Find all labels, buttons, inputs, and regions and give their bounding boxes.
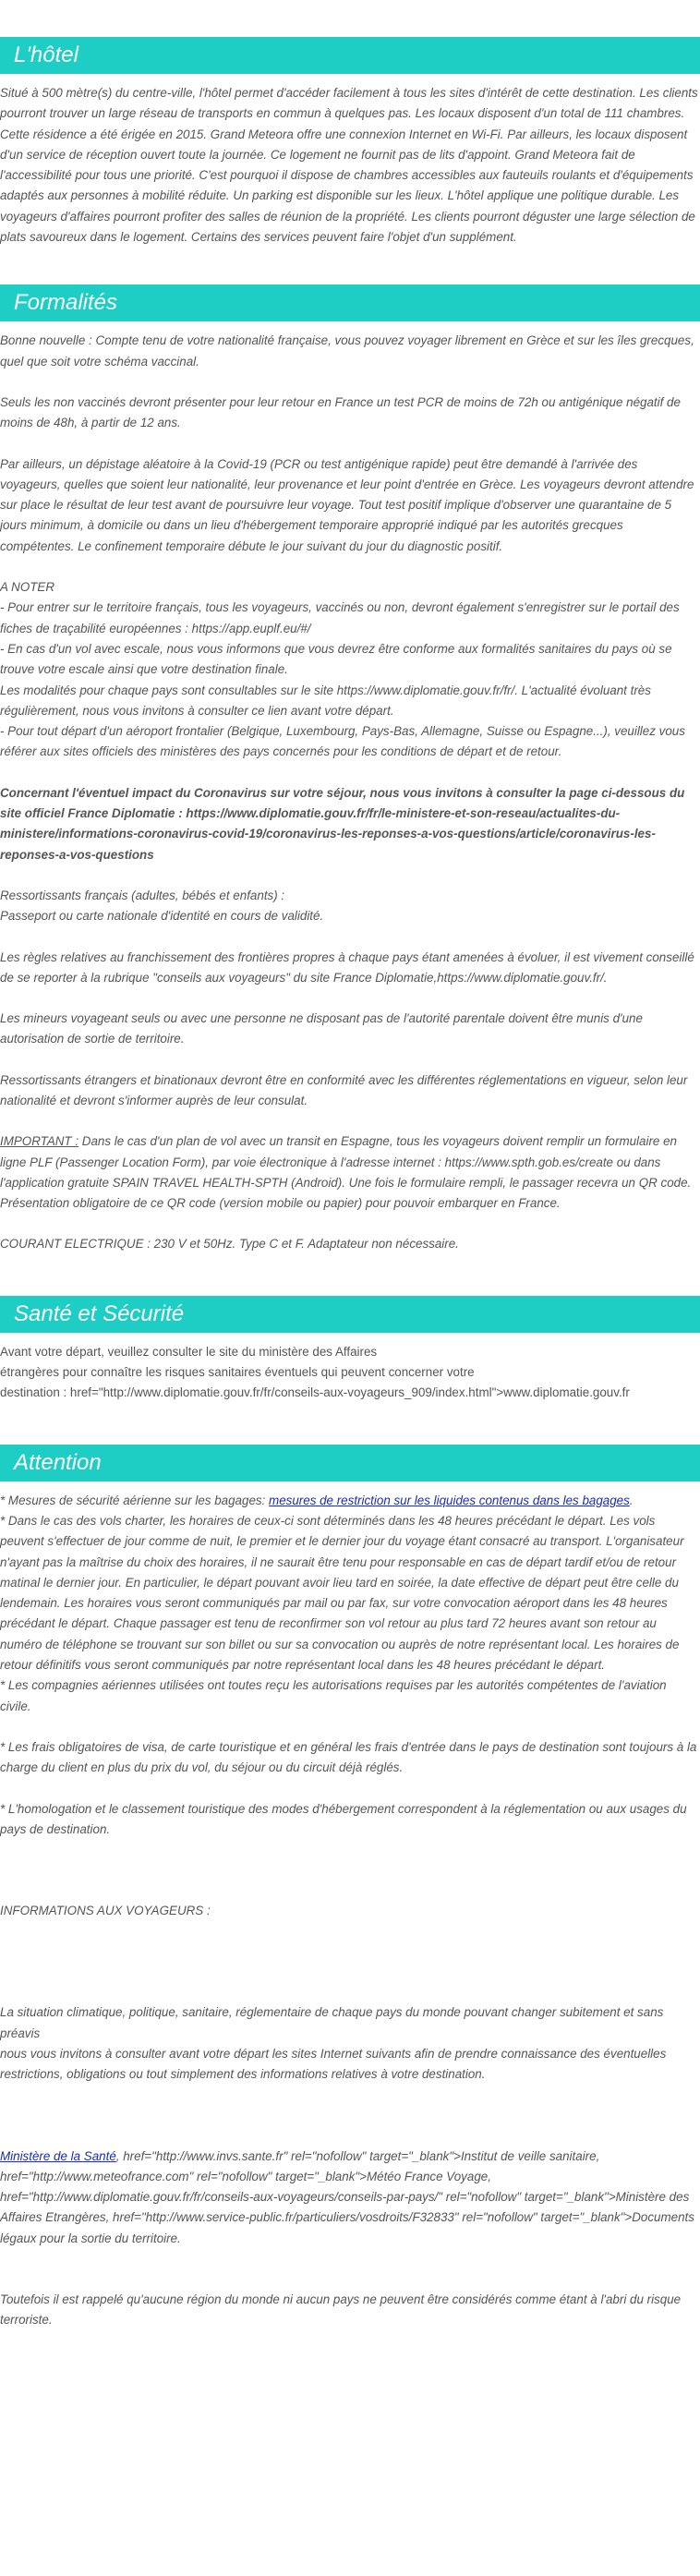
section-header-hotel bbox=[0, 37, 700, 74]
regles-frontieres: Les règles relatives au franchissement des frontières propres à chaque pays étant amenées à évoluer, il est vivement conseillé de se reporter à la rubrique "conseils aux voyageurs" du site France Diplomatie,https://www.diplomatie.gouv.fr/. bbox=[0, 949, 694, 985]
coronavirus-notice: Concernant l'éventuel impact du Coronavirus sur votre séjour, nous vous invitons à consulter la page ci-dessous du site officiel France Diplomatie : https://www.diplomatie.gouv.fr/fr/le-ministere-et-son-reseau/actualites-du-ministere/informations-coronavirus-covid-19/coronavirus-les-reponses-a-vos-questions/article/coronavirus-les-reponses-a-vos-questions bbox=[0, 785, 685, 862]
note-item-1: - Pour entrer sur le territoire français, tous les voyageurs, vaccinés ou non, devront également s'enregistrer sur le portail des fiches de traçabilité européennes : https://app.euplf.eu/#/ bbox=[0, 600, 680, 635]
sante-line-2: étrangères pour connaître les risques sanitaires éventuels qui peuvent concerner votre bbox=[0, 1365, 475, 1380]
ministere-sante-link[interactable]: Ministère de la Santé bbox=[0, 2148, 116, 2163]
formalites-paragraph-1: Bonne nouvelle : Compte tenu de votre nationalité française, vous pouvez voyager librement en Grèce et sur les îles grecques, quel que soit votre schéma vaccinal. bbox=[0, 333, 694, 369]
courant-electrique: COURANT ELECTRIQUE : 230 V et 50Hz. Type C et F. Adaptateur non nécessaire. bbox=[0, 1237, 459, 1252]
mesures-prefix: * Mesures de sécurité aérienne sur les bagages: bbox=[0, 1493, 270, 1507]
vols-charter: * Dans le cas des vols charter, les horaires de ceux-ci sont déterminés dans les 48 heures précédant le départ. Les vols peuvent s'effectuer de jour comme de nuit, le premier et le dernier jour du voyage étant consacré au transport. L'organisateur n'ayant pas la maîtrise du choix des horaires, il ne saurait être tenu pour responsable en cas de départ tardif et/ou de retour matinal le dernier jour. En particulier, le départ pouvant avoir lieu tard en soirée, la date effective de départ peut être celle du lendemain. Les horaires vous seront communiqués par mail ou par fax, sur votre convocation aéroport dans les 48 heures précédant le départ. Chaque passager est tenu de reconfirmer son vol retour au plus tard 72 heures avant son retour au numéro de téléphone se trouvant sur son billet ou sur sa convocation ou auprès de notre représentant local. Les horaires de retour définitifs vous seront communiqués par notre représentant local dans les 48 heures précédant le départ. bbox=[0, 1513, 684, 1673]
mesures-suffix: . bbox=[629, 1493, 634, 1507]
informations-voyageurs-title: INFORMATIONS AUX VOYAGEURS : bbox=[0, 1904, 211, 1918]
etrangers-notice: Ressortissants étrangers et binationaux devront être en conformité avec les différentes réglementations en vigueur, selon leur nationalité et devront s'informer auprès de leur consulat. bbox=[0, 1072, 688, 1107]
mineurs-notice: Les mineurs voyageant seuls ou avec une personne ne disposant pas de l'autorité parentale doivent être munis d'une autorisation de sortie de territoire. bbox=[0, 1011, 643, 1046]
section-body-formalites bbox=[0, 321, 700, 1254]
note-item-4: - Pour tout départ d'un aéroport frontalier (Belgique, Luxembourg, Pays-Bas, Allemagne, Suisse ou Espagne...), veuillez vous référer aux sites officiels des ministères des pays concernés pour les conditions de départ et de retour. bbox=[0, 724, 685, 759]
section-title-attention: Attention bbox=[14, 1449, 102, 1475]
important-text: Dans le cas d'un plan de vol avec un transit en Espagne, tous les voyageurs doivent remplir un formulaire en ligne PLF (Passenger Location Form), par voie électronique à l'adresse internet : https://www.spth.gob.es/create ou dans l'application gratuite SPAIN TRAVEL HEALTH-SPTH (Android). Une fois le formulaire rempli, le passager recevra un QR code. Présentation obligatoire de ce QR code (version mobile ou papier) pour pouvoir embarquer en France. bbox=[0, 1134, 692, 1211]
hotel-description: Situé à 500 mètre(s) du centre-ville, l'hôtel permet d'accéder facilement à tous les sites d'intérêt de cette destination. Les clients pourront trouver un large réseau de transports en commun à quelques pas. Les locaux disposent d'un total de 111 chambres. Cette résidence a été érigée en 2015. Grand Meteora offre une connexion Internet en Wi-Fi. Par ailleurs, les locaux disposent d'un service de réception ouvert toute la journée. Ce logement ne fournit pas de lits d'appoint. Grand Meteora fait de l'accessibilité pour tous une priorité. C'est pourquoi il dispose de chambres accessibles aux fauteuils roulants et d'équipements adaptés aux personnes à mobilité réduite. Un parking est disponible sur les lieux. L'hôtel applique une politique durable. Les voyageurs d'affaires pourront profiter des salles de réunion de la propriété. Les clients pourront déguster une large sélection de plats savoureux dans le logement. Certains des services peuvent faire l'objet d'un supplément. bbox=[0, 86, 698, 245]
section-title-hotel: L'hôtel bbox=[14, 42, 78, 67]
situation-line-1: La situation climatique, politique, sanitaire, réglementaire de chaque pays du monde pouvant changer subitement et sans préavis bbox=[0, 2005, 664, 2040]
spacer bbox=[0, 1404, 700, 1445]
section-body-sante bbox=[0, 1333, 700, 1404]
formalites-paragraph-3: Par ailleurs, un dépistage aléatoire à la Covid-19 (PCR ou test antigénique rapide) peut être demandé à l'arrivée des voyageurs, quelles que soient leur nationalité, leur provenance et leur point d'entrée en Grèce. Les voyageurs devront attendre sur place le résultat de leur test avant de poursuivre leur voyage. Tout test positif implique d'observer une quarantaine de 5 jours minimum, à domicile ou dans un lieu d'hébergement temporaire approprié indiqué par les autorités grecques compétentes. Le confinement temporaire débute le jour suivant du jour du diagnostic positif. bbox=[0, 456, 694, 553]
spacer bbox=[0, 248, 700, 284]
mesures-securite bbox=[0, 1491, 700, 1511]
ressortissants-documents: Passeport ou carte nationale d'identité en cours de validité. bbox=[0, 909, 324, 924]
section-title-sante: Santé et Sécurité bbox=[14, 1300, 185, 1326]
section-attention bbox=[0, 1445, 700, 2331]
sites-references-text: , href="http://www.invs.sante.fr" rel="nofollow" target="_blank">Institut de veille sanitaire, href="http://www.meteofrance.com" rel="nofollow" target="_blank">Météo France Voyage, href="http://www.diplomatie.gouv.fr/fr/conseils-aux-voyageurs/conseils-par-pays/" rel="nofollow" target="_blank">Ministère des Affaires Etrangères, href="http://www.service-public.fr/particuliers/vosdroits/F32833" rel="nofollow" target="_blank">Documents légaux pour la sortie du territoire. bbox=[0, 2148, 694, 2245]
section-body-hotel bbox=[0, 74, 700, 248]
section-header-formalites bbox=[0, 284, 700, 321]
formalites-paragraph-2: Seuls les non vaccinés devront présenter pour leur retour en France un test PCR de moins de 72h ou antigénique négatif de moins de 48h, à partir de 12 ans. bbox=[0, 394, 681, 430]
important-label: IMPORTANT : bbox=[0, 1134, 79, 1149]
spacer bbox=[0, 1255, 700, 1296]
section-title-formalites: Formalités bbox=[14, 290, 118, 316]
mesures-restriction-link[interactable]: mesures de restriction sur les liquides contenus dans les bagages bbox=[269, 1493, 630, 1507]
section-sante bbox=[0, 1296, 700, 1404]
compagnies-aeriennes: * Les compagnies aériennes utilisées ont toutes reçu les autorisations requises par les autorités compétentes de l'aviation civile. bbox=[0, 1678, 667, 1713]
section-body-attention bbox=[0, 1482, 700, 2331]
frais-obligatoires: * Les frais obligatoires de visa, de carte touristique et en général les frais d'entrée dans le pays de destination sont toujours à la charge du client en plus du prix du vol, du séjour ou du circuit déjà réglés. bbox=[0, 1739, 697, 1775]
section-header-sante bbox=[0, 1296, 700, 1333]
situation-line-2: nous vous invitons à consulter avant votre départ les sites Internet suivants afin de prendre connaissance des éventuelles restrictions, obligations ou tout simplement des informations relatives à votre destination. bbox=[0, 2047, 667, 2082]
sante-line-1: Avant votre départ, veuillez consulter le site du ministère des Affaires bbox=[0, 1344, 378, 1359]
section-hotel bbox=[0, 37, 700, 248]
note-title: A NOTER bbox=[0, 580, 55, 595]
sites-references bbox=[0, 2147, 700, 2249]
sante-line-3: destination : href="http://www.diplomatie.gouv.fr/fr/conseils-aux-voyageurs_909/index.html">www.diplomatie.gouv.fr bbox=[0, 1385, 630, 1400]
risque-terroriste: Toutefois il est rappelé qu'aucune région du monde ni aucun pays ne peuvent être considérés comme étant à l'abri du risque terroriste. bbox=[0, 2292, 682, 2328]
section-formalites bbox=[0, 284, 700, 1254]
note-item-3: Les modalités pour chaque pays sont consultables sur le site https://www.diplomatie.gouv.fr/fr/. L'actualité évoluant très régulièrement, nous vous invitons à consulter ce lien avant votre départ. bbox=[0, 683, 651, 718]
section-header-attention bbox=[0, 1445, 700, 1482]
important-notice bbox=[0, 1131, 700, 1214]
homologation: * L'homologation et le classement touristique des modes d'hébergement correspondent à la réglementation ou aux usages du pays de destination. bbox=[0, 1801, 687, 1836]
note-item-2: - En cas d'un vol avec escale, nous vous informons que vous devrez être conforme aux formalités sanitaires du pays où se trouve votre escale ainsi que votre destination finale. bbox=[0, 641, 672, 677]
ressortissants-label: Ressortissants français (adultes, bébés et enfants) : bbox=[0, 888, 285, 902]
